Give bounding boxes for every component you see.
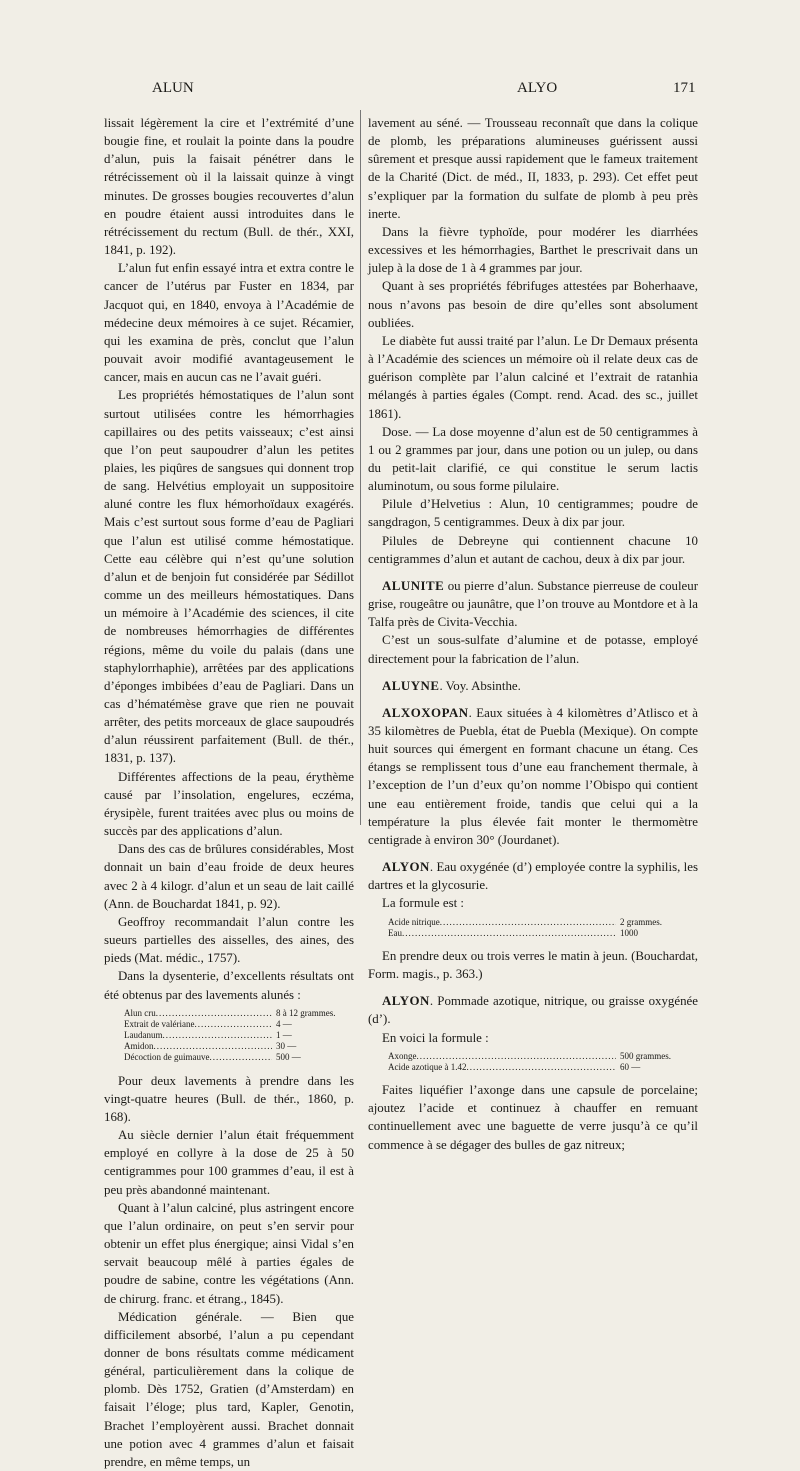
- recipe-row: [124, 1008, 354, 1019]
- ingredient-qty: 4 —: [276, 1018, 292, 1029]
- ingredient-name: Acide azotique à 1.42: [388, 1061, 467, 1072]
- paragraph: Dans des cas de brûlures considérables, Most donnait un bain d’eau froide de deux heures avec 2 à 4 kilogr. d’alun et un seau de lait caillé (Ann. de Bouchardat 1841, p. 92).: [104, 842, 354, 911]
- paragraph: Quant à l’alun calciné, plus astringent encore que l’alun ordinaire, on peut s’en servir pour obtenir un effet plus énergique; ainsi Vidal s’en servait beaucoup mêlé à parties égales de poudre de sabine, contre les végétations (Ann. de chirurg. franc. et étrang., 1845).: [104, 1200, 354, 1306]
- recipe-row: [388, 917, 698, 928]
- paragraph: Différentes affections de la peau, érythème causé par l’insolation, engelures, eczéma, érysipèle, furent traitées avec plus ou moins de succès par des applications d’alun.: [104, 769, 354, 839]
- paragraph: lissait légèrement la cire et l’extrémité d’une bougie fine, et roulait la pointe dans la poudre d’alun, puis la faisait pénétrer dans le rétrécissement où il la laissait quinze à vingt minutes. De grosses bougies recouvertes d’alun en poudre étaient aussi introduites dans le rétrécissement du rectum (Bull. de thér., XXI, 1841, p. 192).: [104, 116, 354, 258]
- formula-intro: En voici la formule :: [382, 1030, 489, 1045]
- entry-text: . Voy. Absinthe.: [439, 678, 521, 693]
- recipe-row: [124, 1052, 354, 1063]
- paragraph: Pilule d’Helvetius : Alun, 10 centigrammes; poudre de sangdragon, 5 centigrammes. Deux à dix par jour.: [368, 497, 698, 530]
- paragraph: Les propriétés hémostatiques de l’alun sont surtout utilisées contre les hémorrhagies capillaires ou des petits vaisseaux; c’est ainsi que l’on peut saupoudrer d’alun les petites plaies, les piqûres de sangsues qui donnent trop de sang. Helvétius employait un suppositoire aluné contre les flux hémorhoïdaux exagérés. Mais c’est surtout sous forme d’eau de Pagliari que l’alun est utilisé comme hémostatique. Cette eau célèbre qui n’est qu’une solution d’alun et de benjoin fut considérée par Sédillot comme un des meilleurs hémostatiques. Dans un mémoire à l’Académie des sciences, il cite de nombreuses hémorrhagies de différentes régions, même du voile du palais (dans une staphylorrhaphie), arrêtées par des applications d’éponges imbibées d’eau de Pagliari. Dans un cas d’hématémèse grave que rien ne pouvait arrêter, des petits morceaux de glace saupoudrés d’alun réussirent parfaitement (Bull. de thér., 1831, p. 137).: [104, 388, 354, 766]
- ingredient-qty: 1 —: [276, 1030, 292, 1041]
- paragraph: Pour deux lavements à prendre dans les vingt-quatre heures (Bull. de thér., 1860, p. 168).: [104, 1073, 354, 1124]
- entry-headword: ALYON: [382, 860, 430, 875]
- entry-text: ou pierre d’alun. Substance pierreuse de couleur grise, rougeâtre ou jaunâtre, que l’on trouve au Montdore et à la Talfa près de Civita-Vecchia.: [368, 578, 698, 630]
- paragraph: Dans la fièvre typhoïde, pour modérer les diarrhées excessives et les hémorrhagies, Barthet le prescrivait dans un julep à la dose de 1 à 4 grammes par jour.: [368, 224, 698, 276]
- paragraph: Au siècle dernier l’alun était fréquemment employé en collyre à la dose de 25 à 50 centigrammes pour 100 grammes d’eau, il est à peu près abandonné maintenant.: [104, 1128, 354, 1197]
- ingredient-qty: 30 —: [276, 1041, 297, 1052]
- ingredient-qty: 2 grammes.: [620, 916, 662, 927]
- ingredient-qty: 8 à 12 grammes.: [276, 1007, 336, 1018]
- ingredient-qty: 500 —: [276, 1052, 301, 1063]
- paragraph: Médication générale. — Bien que difficilement absorbé, l’alun a pu cependant donner de bons résultats comme médicament général, particulièrement dans la colique de plomb. Dès 1752, Gratien (d’Amsterdam) en faisait l’éloge; plus tard, Kapler, Genotin, Brachet l’employèrent aussi. Brachet donnait une potion avec 4 grammes d’alun et faisait prendre, en même temps, un: [104, 1309, 354, 1469]
- recipe-row: [124, 1041, 354, 1052]
- paragraph: Le diabète fut aussi traité par l’alun. Le Dr Demaux présenta à l’Académie des sciences un mémoire où il relate deux cas de guérison complète par l’alun calciné et l’extrait de ratanhia mélangés à parties égales (Compt. rend. Acad. des sc., juillet 1861).: [368, 333, 698, 421]
- paragraph: Faites liquéfier l’axonge dans une capsule de porcelaine; ajoutez l’acide et continuez à chauffer en remuant continuellement avec une baguette de verre jusqu’à ce qu’il commence à se dégager des bulles de gaz nitreux;: [368, 1083, 698, 1152]
- recipe-row: [388, 1051, 698, 1062]
- ingredient-name: Extrait de valériane: [124, 1018, 195, 1029]
- entry-alyon-pommade: [368, 992, 698, 1028]
- paragraph: C’est un sous-sulfate d’alumine et de potasse, employé directement pour la fabrication de l’alun.: [368, 633, 698, 666]
- recipe-list: [388, 917, 698, 939]
- right-column: [368, 114, 698, 1154]
- paragraph: Dans la dysenterie, d’excellents résultats ont été obtenus par des lavements alunés :: [104, 969, 354, 1002]
- ingredient-name: Laudanum: [124, 1030, 163, 1041]
- page-number: 171: [673, 80, 696, 96]
- left-column: [104, 114, 354, 1471]
- paragraph: L’alun fut enfin essayé intra et extra contre le cancer de l’utérus par Fuster en 1834, par Jacquot qui, en 1840, envoya à l’Académie de médecine deux mémoires à ce sujet. Récamier, qui les examina de près, conclut que l’alun pouvait avoir modifié avantageusement le cancer, mais en aucun cas ne l’avait guéri.: [104, 261, 354, 385]
- recipe-row: [388, 928, 698, 939]
- column-divider: [360, 110, 361, 825]
- paragraph: Dose. — La dose moyenne d’alun est de 50 centigrammes à 1 ou 2 grammes par jour, dans une potion ou un julep, ou dans du petit-lait clarifié, ce qui constitue le serum lactis aluminotum, ou sous forme pilulaire.: [368, 424, 698, 494]
- ingredient-qty: 1000: [620, 927, 638, 938]
- paragraph: En prendre deux ou trois verres le matin à jeun. (Bouchardat, Form. magis., p. 363.): [368, 948, 698, 982]
- paragraph: Quant à ses propriétés fébrifuges attestées par Boherhaave, nous n’avons pas besoin de dire qu’elles sont absolument oubliées.: [368, 279, 698, 330]
- ingredient-name: Axonge: [388, 1050, 417, 1061]
- header-left-word: ALUN: [152, 80, 194, 96]
- running-header: [0, 80, 800, 100]
- header-center-word: ALYO: [517, 80, 558, 96]
- entry-headword: ALYON: [382, 994, 430, 1009]
- entry-headword: ALXOXOPAN: [382, 705, 469, 720]
- recipe-list: [388, 1051, 698, 1073]
- paragraph: Pilules de Debreyne qui contiennent chacune 10 centigrammes d’alun et autant de cachou, deux à dix par jour.: [368, 533, 698, 566]
- entry-alxoxopan: [368, 704, 698, 849]
- ingredient-qty: 500 grammes.: [620, 1050, 671, 1061]
- recipe-row: [124, 1019, 354, 1030]
- ingredient-qty: 60 —: [620, 1061, 641, 1072]
- paragraph: Geoffroy recommandait l’alun contre les sueurs partielles des aisselles, des aines, des pieds (Mat. médic., 1757).: [104, 914, 354, 966]
- entry-headword: ALUNITE: [382, 578, 445, 593]
- paragraph: lavement au séné. — Trousseau reconnaît que dans la colique de plomb, les préparations alumineuses guérissent aussi sûrement et presque aussi rapidement que le fameux traitement de la Charité (Dict. de méd., II, 1833, p. 293). Cet effet peut s’expliquer par la formation du sulfate de plomb à peu près inerte.: [368, 116, 698, 221]
- ingredient-name: Acide nitrique: [388, 916, 440, 927]
- recipe-list: [124, 1008, 354, 1064]
- recipe-row: [388, 1062, 698, 1073]
- ingredient-name: Alun cru: [124, 1007, 156, 1018]
- formula-intro: La formule est :: [382, 896, 464, 911]
- recipe-row: [124, 1030, 354, 1041]
- entry-text: . Eaux situées à 4 kilomètres d’Atlisco et à 35 kilomètres de Puebla, état de Puebla (Mexique). On compte huit sources qui émergent en formant chacune un étang. Ces étangs se remplissent tous d’une eau franchement thermale, à l’exception de l’un d’eux qu’on nomme l’Obispo qui contient une eau entièrement froide, tandis que celui qui a la température la plus élevée fait monter le thermomètre centigrade à environ 30° (Jourdanet).: [368, 705, 698, 847]
- entry-text: . Pommade azotique, nitrique, ou graisse oxygénée (d’).: [368, 994, 698, 1027]
- entry-alyon-eau: [368, 858, 698, 894]
- entry-alunite: [368, 577, 698, 631]
- entry-aluyne: [368, 677, 698, 695]
- ingredient-name: Amidon: [124, 1041, 154, 1052]
- entry-headword: ALUYNE: [382, 678, 440, 693]
- ingredient-name: Eau: [388, 927, 402, 938]
- entry-text: . Eau oxygénée (d’) employée contre la syphilis, les dartres et la glycosurie.: [368, 860, 698, 893]
- ingredient-name: Décoction de guimauve: [124, 1052, 210, 1063]
